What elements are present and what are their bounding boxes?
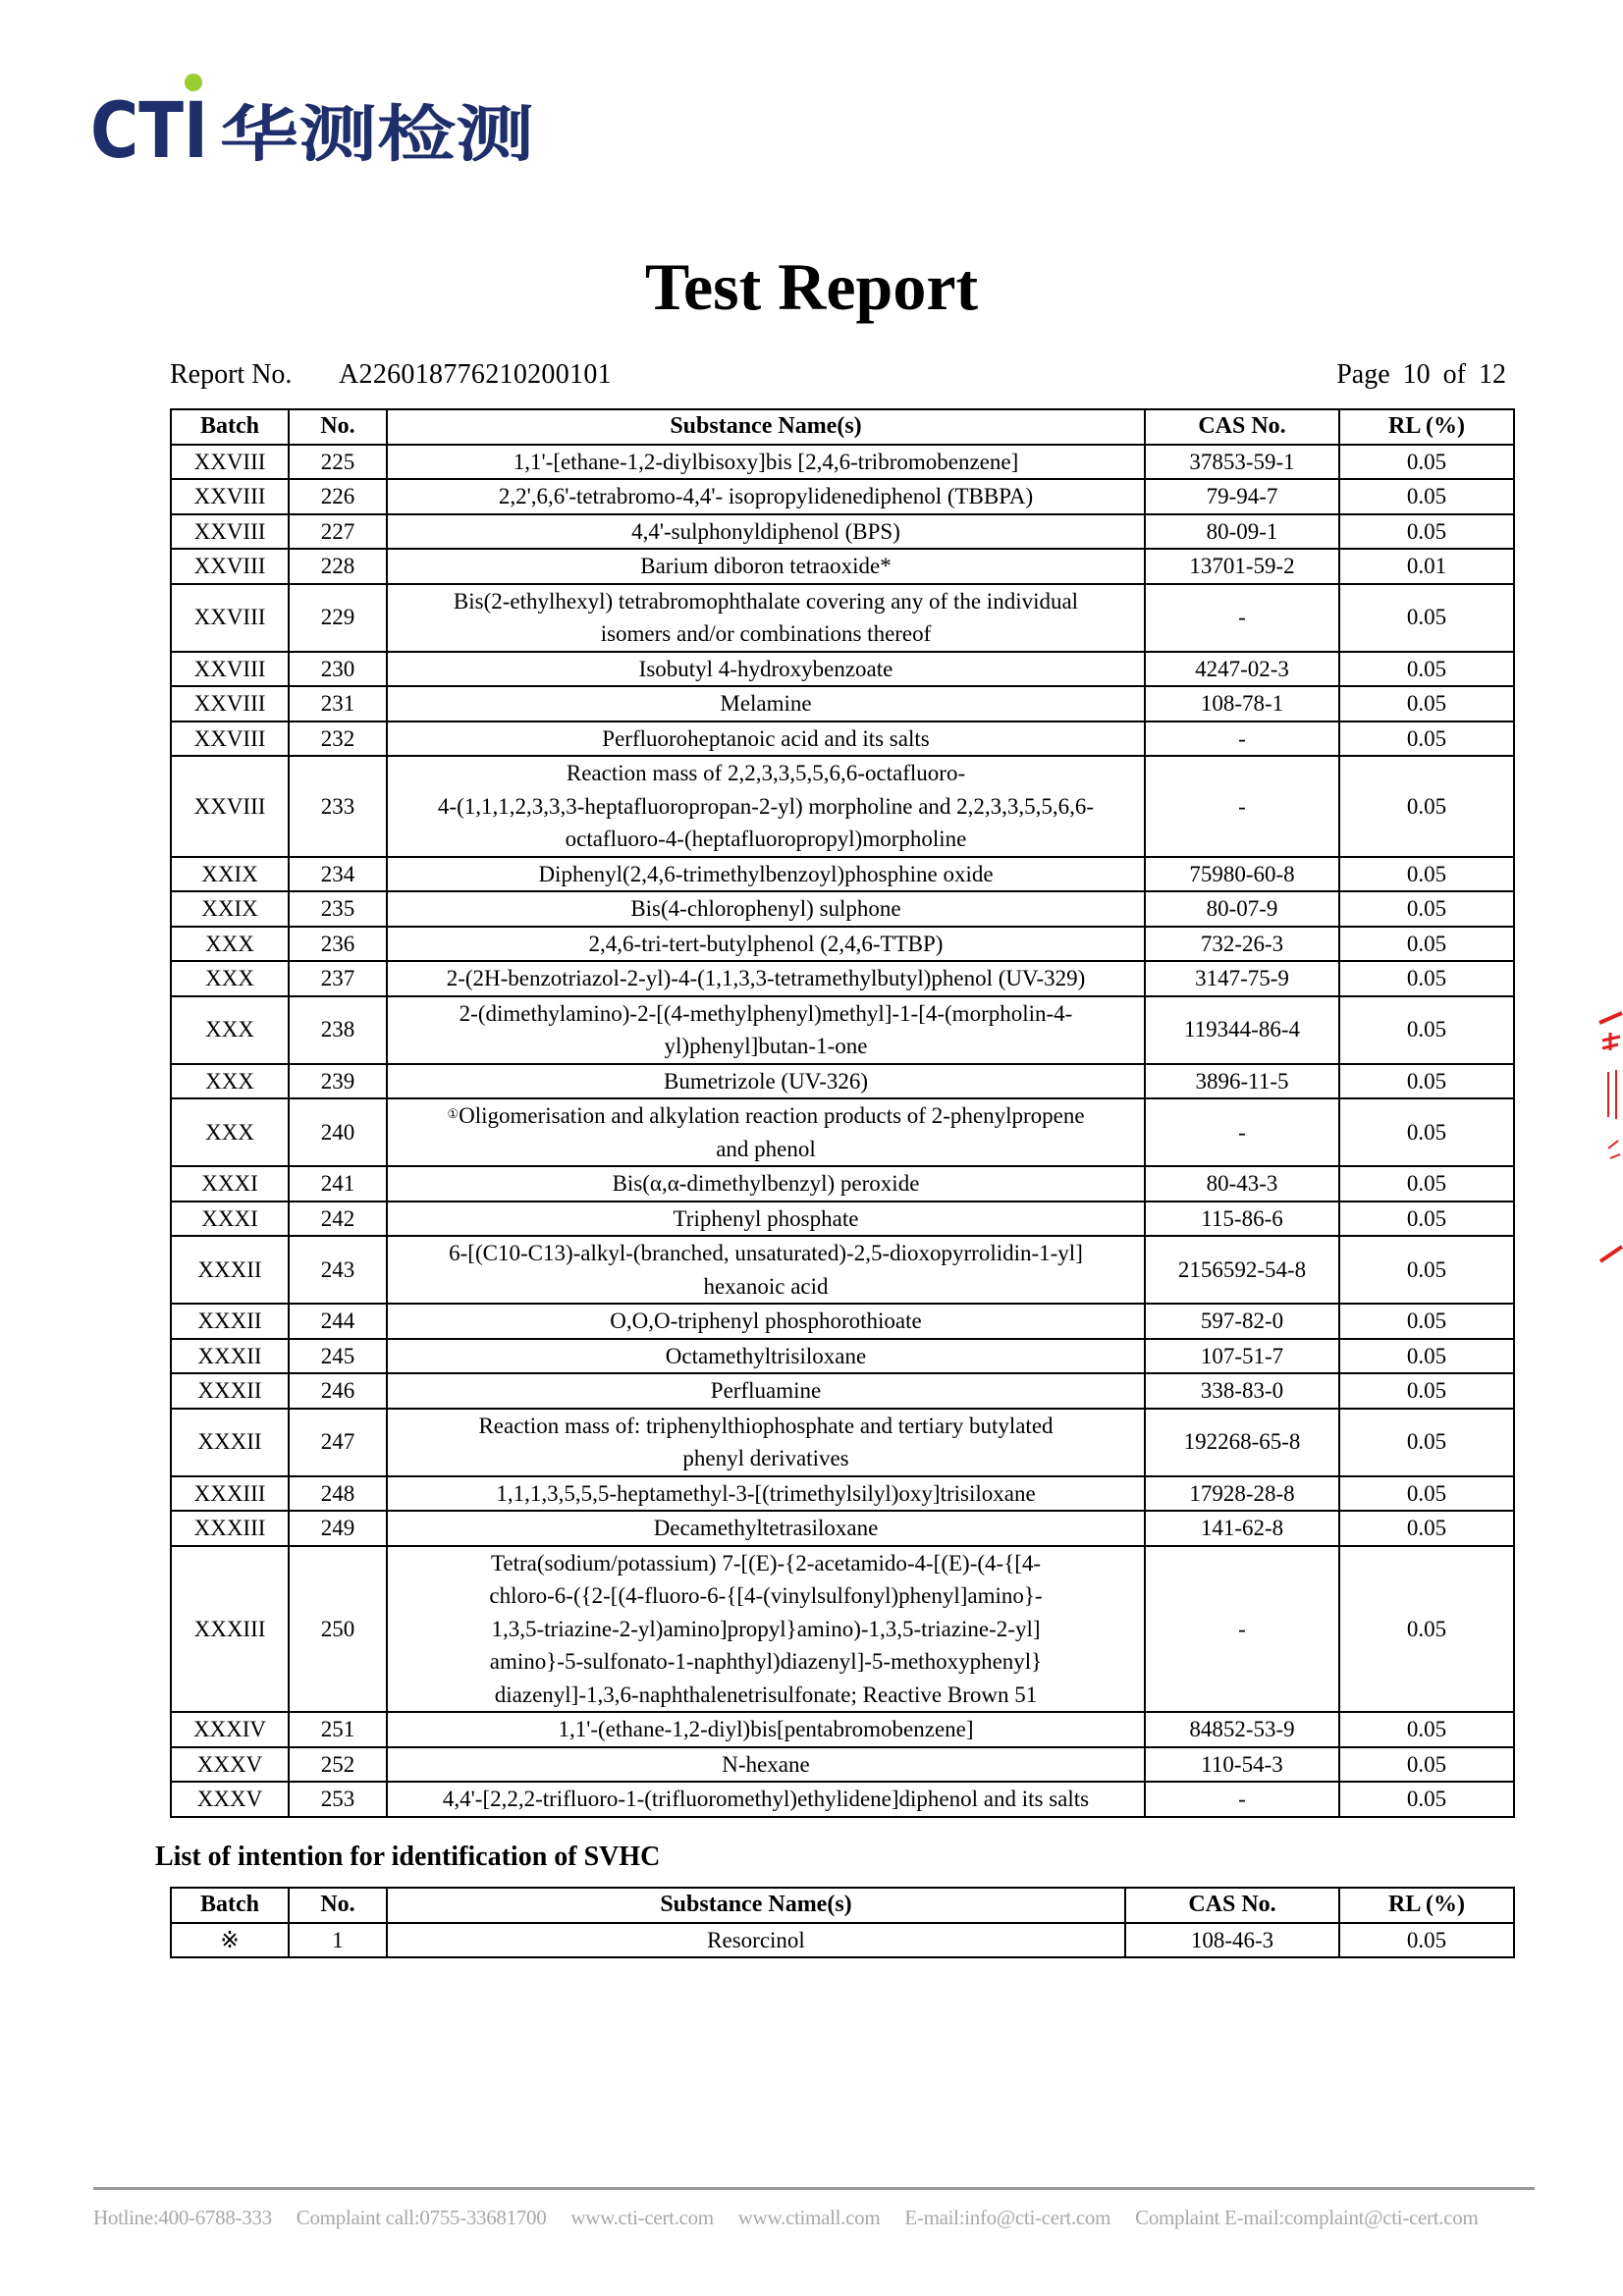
column-header-no: No.	[289, 1888, 387, 1923]
table-row	[171, 721, 1514, 757]
cell-no: 230	[289, 652, 387, 687]
cell-batch: XXVIII	[171, 686, 289, 721]
cell-batch: XXVIII	[171, 549, 289, 584]
footer-contact	[93, 2203, 1535, 2232]
cell-batch: XXVIII	[171, 756, 289, 857]
cell-cas-no: 108-78-1	[1145, 686, 1339, 721]
cell-rl: 0.05	[1339, 1166, 1514, 1201]
cell-rl: 0.05	[1339, 514, 1514, 550]
cell-batch: XXXII	[171, 1409, 289, 1476]
footer-website: www.cti-cert.com	[570, 2206, 714, 2229]
cell-substance-name	[387, 857, 1145, 892]
substance-name-line: Triphenyl phosphate	[673, 1205, 859, 1231]
cell-batch: XXVIII	[171, 479, 289, 514]
cell-rl: 0.05	[1339, 1409, 1514, 1476]
substance-name-line: Barium diboron tetraoxide*	[640, 554, 892, 578]
cell-rl: 0.05	[1339, 652, 1514, 687]
table-row	[171, 1166, 1514, 1201]
table-row	[171, 445, 1514, 480]
cell-substance-name	[387, 445, 1145, 480]
substance-name-line: Isobutyl 4-hydroxybenzoate	[638, 656, 893, 681]
substance-name-line: Bis(4-chlorophenyl) sulphone	[630, 896, 901, 921]
substance-name-line: isomers and/or combinations thereof	[600, 621, 932, 646]
svhc-table	[170, 408, 1515, 1818]
substance-name-line: diazenyl]-1,3,6-naphthalenetrisulfonate; Reactive Brown 51	[494, 1682, 1038, 1707]
cell-no: 252	[289, 1747, 387, 1783]
cell-cas-no: 597-82-0	[1145, 1304, 1339, 1339]
cell-batch: XXXV	[171, 1747, 289, 1783]
substance-name-line: O,O,O-triphenyl phosphorothioate	[610, 1308, 922, 1333]
table-row	[171, 652, 1514, 687]
cell-substance-name	[387, 1409, 1145, 1476]
cell-substance-name	[387, 479, 1145, 514]
cell-substance-name	[387, 1923, 1125, 1958]
cell-cas-no: -	[1145, 1546, 1339, 1713]
cell-no: 246	[289, 1373, 387, 1409]
substance-name-line: 2,4,6-tri-tert-butylphenol (2,4,6-TTBP)	[588, 931, 944, 956]
cell-no: 231	[289, 686, 387, 721]
cell-substance-name	[387, 927, 1145, 962]
substance-name-line: Bumetrizole (UV-326)	[663, 1068, 869, 1094]
cell-substance-name	[387, 1339, 1145, 1374]
cell-batch: XXXII	[171, 1373, 289, 1409]
cell-rl: 0.05	[1339, 996, 1514, 1064]
cell-cas-no: 108-46-3	[1125, 1923, 1339, 1958]
cell-cas-no: 115-86-6	[1145, 1201, 1339, 1237]
intention-table	[170, 1887, 1515, 1958]
cell-batch: XXXV	[171, 1782, 289, 1817]
cell-substance-name	[387, 891, 1145, 927]
table-row	[171, 1098, 1514, 1166]
page-title: Test Report	[644, 249, 979, 324]
cell-no: 253	[289, 1782, 387, 1817]
cell-batch: XXX	[171, 927, 289, 962]
cell-batch: XXVIII	[171, 584, 289, 652]
cell-rl: 0.05	[1339, 1201, 1514, 1237]
cell-rl: 0.05	[1339, 445, 1514, 480]
table-row	[171, 479, 1514, 514]
cell-substance-name	[387, 1064, 1145, 1099]
cell-substance-name	[387, 756, 1145, 857]
column-header-batch: Batch	[171, 409, 289, 445]
substance-name-line: Perfluamine	[710, 1378, 822, 1403]
substance-name-line: octafluoro-4-(heptafluoropropyl)morpholine	[565, 827, 967, 851]
cell-batch: XXX	[171, 996, 289, 1064]
cell-substance-name	[387, 721, 1145, 757]
cell-no: 227	[289, 514, 387, 550]
cell-rl: 0.05	[1339, 1373, 1514, 1409]
cell-rl: 0.05	[1339, 1098, 1514, 1166]
substance-name-line: Decamethyltetrasiloxane	[653, 1516, 879, 1540]
table-row	[171, 1339, 1514, 1374]
cell-no: 234	[289, 857, 387, 892]
cti-logo-graphic	[90, 71, 542, 169]
table-row	[171, 584, 1514, 652]
cell-no: 251	[289, 1712, 387, 1747]
table-row	[171, 1373, 1514, 1409]
table-row	[171, 1747, 1514, 1783]
cell-no: 243	[289, 1236, 387, 1304]
cell-no: 240	[289, 1098, 387, 1166]
cell-rl: 0.05	[1339, 584, 1514, 652]
cell-cas-no: 110-54-3	[1145, 1747, 1339, 1783]
cell-batch: XXVIII	[171, 652, 289, 687]
cell-cas-no: 80-43-3	[1145, 1166, 1339, 1201]
cell-cas-no: 141-62-8	[1145, 1511, 1339, 1546]
cell-no: 241	[289, 1166, 387, 1201]
cell-substance-name	[387, 514, 1145, 550]
cell-rl: 0.05	[1339, 686, 1514, 721]
cell-substance-name	[387, 961, 1145, 996]
substance-name-text: Oligomerisation and alkylation reaction products of 2-phenylpropene	[459, 1103, 1085, 1128]
cell-cas-no: -	[1145, 1782, 1339, 1817]
cell-rl: 0.05	[1339, 891, 1514, 927]
table-row	[171, 1712, 1514, 1747]
cell-no: 1	[289, 1923, 387, 1958]
table-row	[171, 1923, 1514, 1958]
cell-no: 245	[289, 1339, 387, 1374]
cell-rl: 0.05	[1339, 1923, 1514, 1958]
substance-name-line: 1,3,5-triazine-2-yl)amino]propyl}amino)-1,3,5-triazine-2-yl]	[491, 1616, 1041, 1641]
cell-substance-name	[387, 549, 1145, 584]
cell-cas-no: 17928-28-8	[1145, 1476, 1339, 1512]
cell-cas-no: 80-07-9	[1145, 891, 1339, 927]
substance-name-line: 2-(dimethylamino)-2-[(4-methylphenyl)methyl]-1-[4-(morpholin-4-	[459, 1000, 1073, 1026]
cell-batch: XXXII	[171, 1236, 289, 1304]
cell-batch: XXX	[171, 1064, 289, 1099]
substance-name-line: phenyl derivatives	[682, 1446, 849, 1470]
column-header-cas: CAS No.	[1125, 1888, 1339, 1923]
cell-rl: 0.05	[1339, 961, 1514, 996]
cell-cas-no: -	[1145, 756, 1339, 857]
substance-name-line: 1,1,1,3,5,5,5-heptamethyl-3-[(trimethylsilyl)oxy]trisiloxane	[496, 1480, 1036, 1506]
table-row	[171, 1476, 1514, 1512]
substance-name-line: 2,2',6,6'-tetrabromo-4,4'- isopropylidenediphenol (TBBPA)	[498, 484, 1034, 508]
company-logo	[90, 71, 542, 169]
cell-rl: 0.05	[1339, 1747, 1514, 1783]
table-row	[171, 1409, 1514, 1476]
seal-stamp-partial	[1598, 1011, 1623, 1286]
table-row	[171, 1201, 1514, 1237]
table-row	[171, 514, 1514, 550]
cell-substance-name	[387, 1747, 1145, 1783]
column-header-batch: Batch	[171, 1888, 289, 1923]
cell-no: 247	[289, 1409, 387, 1476]
cell-cas-no: 80-09-1	[1145, 514, 1339, 550]
substance-name-line: amino}-5-sulfonato-1-naphthyl)diazenyl]-5-methoxyphenyl}	[489, 1649, 1043, 1674]
cell-batch: XXXIII	[171, 1476, 289, 1512]
cell-cas-no: 84852-53-9	[1145, 1712, 1339, 1747]
cell-batch: XXX	[171, 1098, 289, 1166]
logo-cti-text: CTI	[90, 87, 208, 169]
cell-cas-no: -	[1145, 721, 1339, 757]
table-row	[171, 927, 1514, 962]
cell-cas-no: 3896-11-5	[1145, 1064, 1339, 1099]
footer-mall-website: www.ctimall.com	[737, 2206, 881, 2229]
substance-name-line: hexanoic acid	[703, 1273, 829, 1299]
intention-section-title: List of intention for identification of SVHC	[155, 1842, 661, 1872]
cell-rl: 0.05	[1339, 1511, 1514, 1546]
substance-name-line: Reaction mass of 2,2,3,3,5,5,6,6-octafluoro-	[566, 761, 966, 785]
substance-name-line	[394, 1099, 1138, 1133]
cell-substance-name	[387, 652, 1145, 687]
table-header-row	[171, 1888, 1514, 1923]
cell-cas-no: 119344-86-4	[1145, 996, 1339, 1064]
cell-substance-name	[387, 584, 1145, 652]
cell-cas-no: 2156592-54-8	[1145, 1236, 1339, 1304]
cell-cas-no: 3147-75-9	[1145, 961, 1339, 996]
table-row	[171, 1511, 1514, 1546]
page-indicator: Page 10 of 12	[1336, 359, 1506, 390]
substance-name-line: 1,1'-(ethane-1,2-diyl)bis[pentabromobenzene]	[558, 1717, 974, 1741]
cell-cas-no: 338-83-0	[1145, 1373, 1339, 1409]
cell-substance-name	[387, 1373, 1145, 1409]
footer-divider	[93, 2187, 1535, 2190]
report-no-value: A226018776210200101	[339, 359, 612, 390]
table-row	[171, 996, 1514, 1064]
cell-substance-name	[387, 1304, 1145, 1339]
cell-no: 248	[289, 1476, 387, 1512]
cell-batch: XXXII	[171, 1304, 289, 1339]
cell-batch: XXXI	[171, 1166, 289, 1201]
substance-name-line: Reaction mass of: triphenylthiophosphate and tertiary butylated	[478, 1413, 1054, 1438]
substance-name-line: Octamethyltrisiloxane	[665, 1343, 867, 1368]
cell-cas-no: 75980-60-8	[1145, 857, 1339, 892]
substance-name-line: 4,4'-sulphonyldiphenol (BPS)	[631, 518, 900, 544]
table-row	[171, 1304, 1514, 1339]
cell-batch: XXVIII	[171, 445, 289, 480]
cell-substance-name	[387, 1511, 1145, 1546]
cell-no: 238	[289, 996, 387, 1064]
seal-graphic	[1598, 1011, 1623, 1286]
table-row	[171, 857, 1514, 892]
cell-no: 229	[289, 584, 387, 652]
substance-name-line: 4,4'-[2,2,2-trifluoro-1-(trifluoromethyl)ethylidene]diphenol and its salts	[442, 1787, 1090, 1811]
cell-rl: 0.05	[1339, 1476, 1514, 1512]
report-no-label: Report No.	[170, 359, 293, 390]
cell-cas-no: 4247-02-3	[1145, 652, 1339, 687]
cell-batch: XXXIII	[171, 1546, 289, 1713]
substance-name-line: 1,1'-[ethane-1,2-diylbisoxy]bis [2,4,6-tribromobenzene]	[513, 449, 1019, 474]
cell-batch: XXXII	[171, 1339, 289, 1374]
substance-name-line: Melamine	[720, 691, 812, 716]
cell-no: 225	[289, 445, 387, 480]
cell-cas-no: 732-26-3	[1145, 927, 1339, 962]
cell-cas-no: 37853-59-1	[1145, 445, 1339, 480]
cell-rl: 0.05	[1339, 756, 1514, 857]
substance-name-line: Diphenyl(2,4,6-trimethylbenzoyl)phosphine oxide	[538, 861, 994, 886]
cell-no: 232	[289, 721, 387, 757]
cell-substance-name	[387, 1098, 1145, 1166]
table-row	[171, 1782, 1514, 1817]
cell-rl: 0.05	[1339, 1064, 1514, 1099]
substance-name-line: chloro-6-({2-[(4-fluoro-6-{[4-(vinylsulfonyl)phenyl]amino}-	[489, 1583, 1043, 1608]
table-header-row	[171, 409, 1514, 445]
cell-no: 228	[289, 549, 387, 584]
table-row	[171, 756, 1514, 857]
substance-name-line: yl)phenyl]butan-1-one	[664, 1034, 868, 1058]
cell-no: 250	[289, 1546, 387, 1713]
cell-cas-no: -	[1145, 584, 1339, 652]
cell-no: 242	[289, 1201, 387, 1237]
substance-name-line: 2-(2H-benzotriazol-2-yl)-4-(1,1,3,3-tetramethylbutyl)phenol (UV-329)	[446, 966, 1086, 990]
column-header-substance: Substance Name(s)	[387, 1888, 1125, 1923]
cell-substance-name	[387, 1546, 1145, 1713]
cell-rl: 0.05	[1339, 857, 1514, 892]
cell-batch: XXIX	[171, 857, 289, 892]
logo-chinese-text: 华测检测	[220, 98, 534, 169]
cell-batch: XXX	[171, 961, 289, 996]
cell-substance-name	[387, 1476, 1145, 1512]
cell-substance-name	[387, 1166, 1145, 1201]
cell-batch: XXIX	[171, 891, 289, 927]
cell-substance-name	[387, 1782, 1145, 1817]
cell-rl: 0.05	[1339, 1546, 1514, 1713]
cell-cas-no: 13701-59-2	[1145, 549, 1339, 584]
cell-no: 244	[289, 1304, 387, 1339]
footer-complaint-call: Complaint call:0755-33681700	[296, 2206, 547, 2229]
cell-substance-name	[387, 1712, 1145, 1747]
column-header-rl: RL (%)	[1339, 1888, 1514, 1923]
substance-name-line: Tetra(sodium/potassium) 7-[(E)-{2-acetamido-4-[(E)-(4-{[4-	[490, 1550, 1042, 1575]
table-row	[171, 1064, 1514, 1099]
table-row	[171, 1236, 1514, 1304]
column-header-substance: Substance Name(s)	[387, 409, 1145, 445]
column-header-no: No.	[289, 409, 387, 445]
table-row	[171, 961, 1514, 996]
cell-no: 239	[289, 1064, 387, 1099]
table-row	[171, 686, 1514, 721]
column-header-rl: RL (%)	[1339, 409, 1514, 445]
cell-batch: XXXIV	[171, 1712, 289, 1747]
cell-rl: 0.01	[1339, 549, 1514, 584]
footer-complaint-email: Complaint E-mail:complaint@cti-cert.com	[1135, 2206, 1479, 2229]
cell-batch: XXXIII	[171, 1511, 289, 1546]
substance-name-line: Bis(α,α-dimethylbenzyl) peroxide	[612, 1171, 920, 1196]
cell-substance-name	[387, 1236, 1145, 1304]
substance-name-line: N-hexane	[722, 1751, 810, 1777]
cell-substance-name	[387, 1201, 1145, 1237]
cell-substance-name	[387, 996, 1145, 1064]
cell-no: 249	[289, 1511, 387, 1546]
substance-name-line: Bis(2-ethylhexyl) tetrabromophthalate covering any of the individual	[453, 588, 1079, 614]
substance-name-line: Perfluoroheptanoic acid and its salts	[602, 725, 930, 751]
substance-name-line: 4-(1,1,1,2,3,3,3-heptafluoropropan-2-yl) morpholine and 2,2,3,3,5,5,6,6-	[437, 793, 1095, 819]
cell-cas-no: -	[1145, 1098, 1339, 1166]
cell-no: 237	[289, 961, 387, 996]
table-row	[171, 891, 1514, 927]
footnote-mark: ①	[447, 1106, 460, 1121]
cell-rl: 0.05	[1339, 1782, 1514, 1817]
column-header-cas: CAS No.	[1145, 409, 1339, 445]
cell-rl: 0.05	[1339, 1304, 1514, 1339]
table-row	[171, 549, 1514, 584]
cell-no: 236	[289, 927, 387, 962]
cell-rl: 0.05	[1339, 479, 1514, 514]
substance-name-line: 6-[(C10-C13)-alkyl-(branched, unsaturated)-2,5-dioxopyrrolidin-1-yl]	[449, 1241, 1083, 1265]
table-row	[171, 1546, 1514, 1713]
cell-cas-no: 192268-65-8	[1145, 1409, 1339, 1476]
cell-batch: XXVIII	[171, 514, 289, 550]
cell-rl: 0.05	[1339, 927, 1514, 962]
report-info-line	[170, 357, 1513, 393]
cell-rl: 0.05	[1339, 1339, 1514, 1374]
cell-no: 226	[289, 479, 387, 514]
cell-rl: 0.05	[1339, 721, 1514, 757]
cell-cas-no: 79-94-7	[1145, 479, 1339, 514]
cell-batch: XXVIII	[171, 721, 289, 757]
cell-batch: XXXI	[171, 1201, 289, 1237]
footer-email: E-mail:info@cti-cert.com	[904, 2206, 1111, 2229]
cell-no: 233	[289, 756, 387, 857]
cell-rl: 0.05	[1339, 1236, 1514, 1304]
substance-name-line: and phenol	[716, 1136, 816, 1161]
cell-substance-name	[387, 686, 1145, 721]
cell-rl: 0.05	[1339, 1712, 1514, 1747]
footer-hotline: Hotline:400-6788-333	[93, 2206, 272, 2229]
cell-cas-no: 107-51-7	[1145, 1339, 1339, 1374]
substance-name-line: Resorcinol	[707, 1927, 805, 1952]
cell-batch: ※	[171, 1923, 289, 1958]
cell-no: 235	[289, 891, 387, 927]
